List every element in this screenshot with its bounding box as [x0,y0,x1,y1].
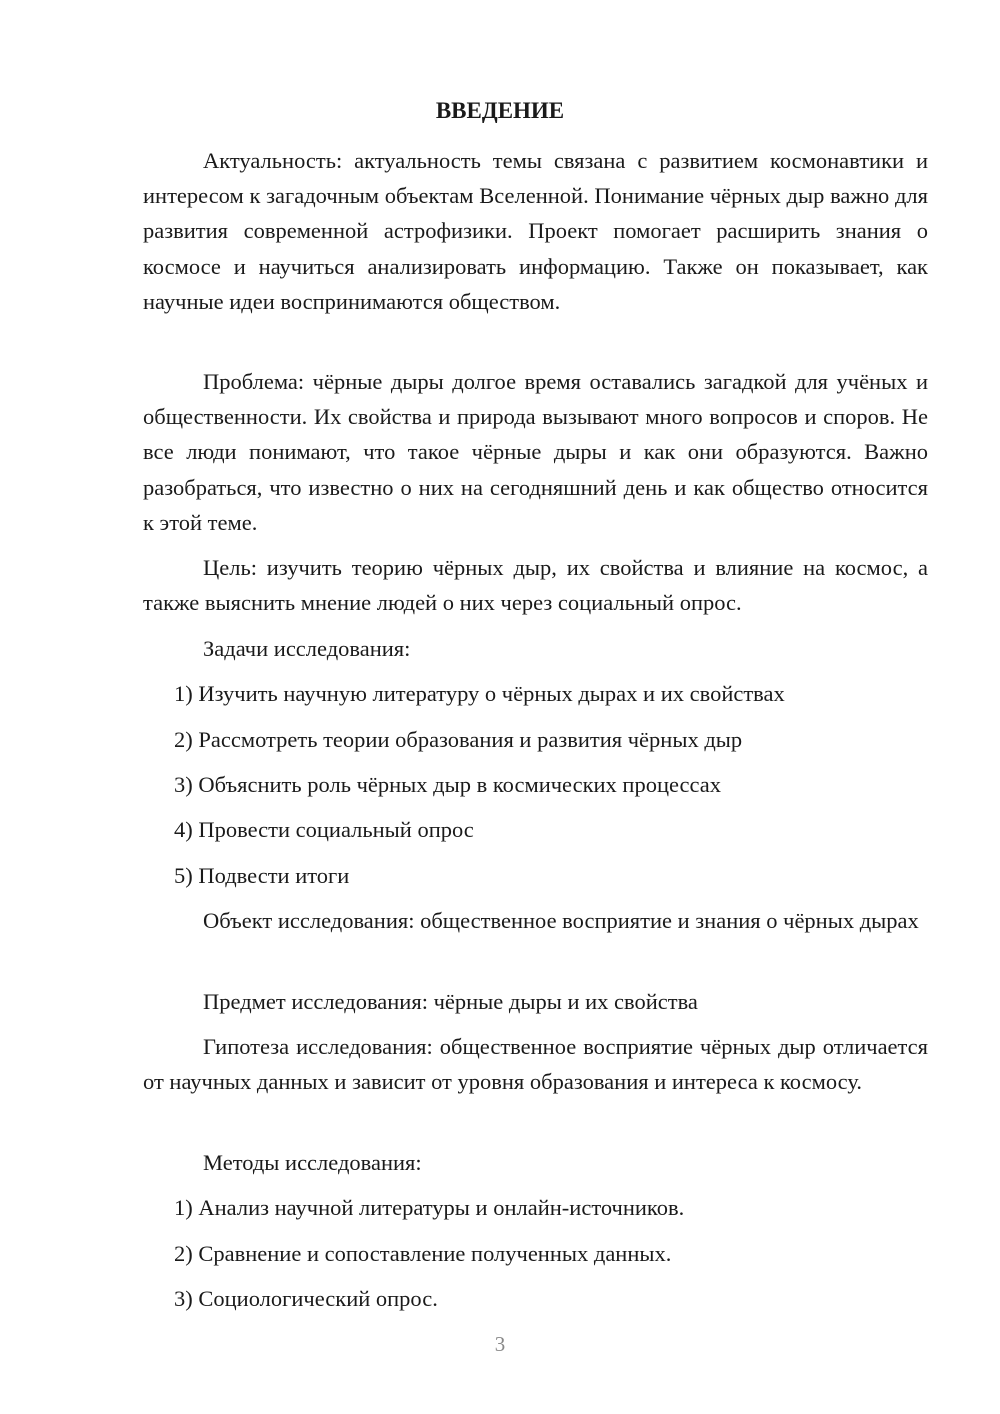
task-item: 4) Провести социальный опрос [174,817,474,842]
relevance-paragraph: Актуальность: актуальность темы связана с развитием космонавтики и интересом к загадочным объектам Вселенной. Понимание чёрных дыр важно для развития современной астрофизики. Проект помогает расширить знания о космосе и научиться анализировать информацию. Также он показывает, как научные идеи воспринимаются обществом. [143,148,928,314]
task-item: 3) Объяснить роль чёрных дыр в космических процессах [174,772,722,797]
method-item: 1) Анализ научной литературы и онлайн-источников. [174,1195,685,1220]
hypothesis-paragraph: Гипотеза исследования: общественное восприятие чёрных дыр отличается от научных данных и зависит от уровня образования и интереса к космосу. [143,1034,928,1095]
method-item: 3) Социологический опрос. [174,1286,438,1311]
page-number: 3 [494,1332,506,1356]
task-item: 5) Подвести итоги [174,863,350,888]
object-paragraph: Объект исследования: общественное восприятие и знания о чёрных дырах [203,908,919,933]
method-item: 2) Сравнение и сопоставление полученных данных. [174,1241,672,1266]
methods-heading: Методы исследования: [203,1150,422,1175]
task-item: 2) Рассмотреть теории образования и развития чёрных дыр [174,727,743,752]
problem-paragraph: Проблема: чёрные дыры долгое время оставались загадкой для учёных и общественности. Их свойства и природа вызывают много вопросов и споров. Не все люди понимают, что такое чёрные дыры и как они образуются. Важно разобраться, что известно о них на сегодняшний день и как общество относится к этой теме. [143,369,928,535]
subject-paragraph: Предмет исследования: чёрные дыры и их свойства [203,989,698,1014]
goal-paragraph: Цель: изучить теорию чёрных дыр, их свойства и влияние на космос, а также выяснить мнение людей о них через социальный опрос. [143,555,928,616]
page-title: ВВЕДЕНИЕ [435,98,565,123]
task-item: 1) Изучить научную литературу о чёрных дырах и их свойствах [174,681,785,706]
tasks-heading: Задачи исследования: [203,636,411,661]
